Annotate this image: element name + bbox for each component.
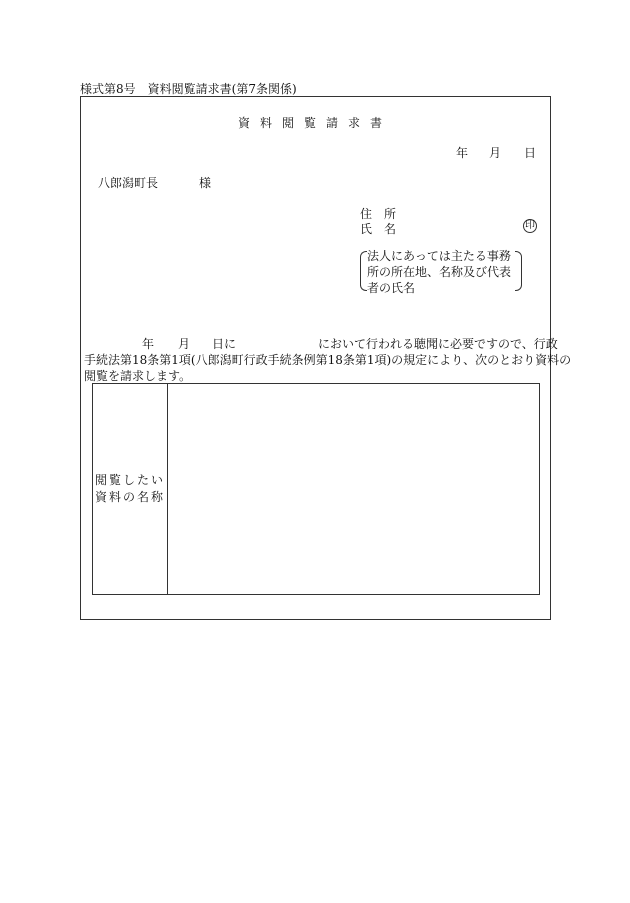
corporate-note-line: 者の氏名	[367, 281, 416, 295]
date-day-label: 日	[524, 146, 537, 160]
address-label: 住 所	[360, 207, 397, 221]
request-line-2: 手続法第18条第1項(八郎潟町行政手続条例第18条第1項)の規定により、次のとおり資料の	[84, 353, 572, 367]
date-month-label: 月	[489, 146, 502, 160]
form-number-header: 様式第8号 資料閲覧請求書(第7条関係)	[80, 82, 297, 96]
document-name-label-line: 資料の名称	[94, 490, 165, 504]
document-title: 資料閲覧請求書	[237, 116, 392, 130]
seal-mark: 印	[525, 220, 535, 231]
date-year-label: 年	[456, 146, 469, 160]
document-name-table	[92, 383, 540, 595]
addressee-honorific: 様	[199, 176, 212, 190]
request-line-1: において行われる聴聞に必要ですので、行政	[318, 337, 558, 351]
document-name-label-line: 閲覧したい	[94, 473, 165, 487]
name-label: 氏 名	[360, 222, 397, 236]
table-divider	[167, 384, 168, 594]
corporate-note-line: 法人にあっては主たる事務	[367, 249, 511, 263]
document-name-label	[93, 384, 167, 594]
hearing-month-label: 月	[178, 337, 191, 351]
corporate-note-line: 所の所在地、名称及び代表	[367, 265, 512, 279]
addressee-name: 八郎潟町長	[98, 176, 159, 190]
hearing-year-label: 年	[142, 337, 155, 351]
hearing-day-label: 日に	[212, 337, 237, 351]
note-bracket-right	[515, 251, 522, 291]
request-line-3: 閲覧を請求します。	[84, 369, 192, 383]
request-statement	[84, 336, 572, 384]
note-bracket-left	[360, 251, 367, 291]
corporate-note	[367, 248, 523, 296]
